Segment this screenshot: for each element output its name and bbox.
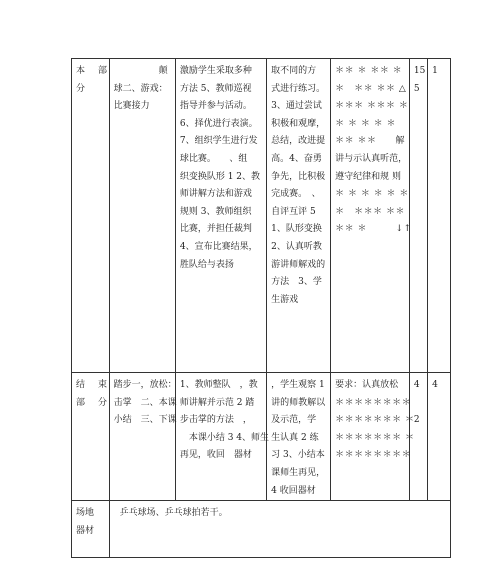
content-cell — [109, 373, 175, 501]
requirement-line: ＊ ＊＊＊ ＊＊ — [335, 206, 405, 217]
teacher-line: 步击掌的方法 ， — [179, 415, 252, 426]
content-line: 颠 — [113, 66, 168, 76]
requirement-line: ＊＊＊ ＊＊＊ ＊ — [335, 101, 409, 112]
content-line: 比赛接力 — [113, 101, 150, 112]
requirement-line: ＊＊＊＊＊＊＊ ＊ — [335, 415, 415, 426]
time-value: 2 — [413, 415, 420, 426]
student-line: 1、队形变换 — [271, 224, 322, 235]
requirement-line: ＊＊＊＊＊＊＊＊ — [335, 397, 412, 408]
count-cell — [428, 59, 451, 373]
teacher-line: 指导并参与活动。 — [179, 101, 252, 112]
student-line: 式进行练习。 — [271, 83, 326, 94]
teacher-line: 师讲解方法和游戏 — [179, 189, 252, 200]
teacher-line: 激励学生采取多种 — [179, 66, 252, 76]
student-line: 习 3、小结本 — [271, 450, 325, 461]
teacher-line: 再见，收回 器材 — [179, 450, 252, 461]
time-cell — [409, 59, 427, 373]
venue-label: 器材 — [76, 525, 95, 536]
requirement-line: ＊＊＊＊＊＊＊ ＊ — [335, 432, 415, 443]
venue-label: 场地 — [76, 508, 95, 519]
content-line: 击掌 二、本课 — [113, 397, 177, 408]
teacher-line: 比赛，并担任裁判 — [179, 224, 252, 235]
student-line: 游讲师解戏的 — [271, 259, 326, 270]
requirement-cell — [331, 373, 415, 501]
time-value: 15 — [413, 66, 426, 76]
teacher-line: 球比赛。 、组 — [179, 153, 248, 164]
requirement-line: ＊ ＊ ＊ ＊ ＊ ＊ — [335, 189, 409, 200]
requirement-line: ＊＊ ＊＊ 解 — [335, 136, 405, 147]
table-row — [72, 501, 451, 558]
teacher-line: 本课小结 3 4、师生 — [179, 432, 270, 443]
teacher-line: 胜队给与表扬 — [179, 259, 234, 270]
table-row — [72, 373, 451, 501]
venue-label-cell — [72, 501, 110, 558]
requirement-cell — [331, 59, 410, 373]
time-value: 5 — [413, 83, 420, 94]
requirement-line: ＊＊ ＊ ↓↑ — [335, 224, 412, 235]
student-line: 高。4、奋勇 — [271, 153, 322, 164]
content-line: 小结 三、下课 — [113, 415, 177, 426]
teacher-line: 织变换队形 1 2、教 — [179, 171, 261, 182]
requirement-line: ＊＊ ＊ ＊＊ ＊ — [335, 66, 403, 76]
student-line: 2、认真听教 — [271, 241, 322, 252]
student-line: 自评互评 5 — [271, 206, 316, 217]
requirement-line: 遵守纪律和规 则 — [335, 171, 401, 182]
requirement-line: 要求：认真放松 — [335, 380, 399, 390]
requirement-line: ＊ ＊ ＊ ＊ ＊ — [335, 118, 397, 129]
student-line: 4 收回器材 — [271, 485, 316, 496]
student-line: 生游戏 — [271, 294, 299, 305]
time-value: 4 — [413, 380, 420, 390]
content-line: 球二、游戏： — [113, 83, 168, 94]
student-line: ，学生观察 1 — [271, 380, 325, 390]
student-line: 讲的师教解以 — [271, 397, 326, 408]
table-row — [72, 59, 451, 373]
teacher-line: 4、宣布比赛结果， — [179, 241, 258, 252]
student-line: 及示范，学 — [271, 415, 317, 426]
part-label: 结 束 — [76, 380, 110, 390]
student-activity-cell — [267, 373, 331, 501]
count-value: 1 — [432, 66, 438, 76]
teacher-line: 规则 3、教师组织 — [179, 206, 252, 217]
teacher-activity-cell — [175, 59, 266, 373]
student-line: 生认真 2 练 — [271, 432, 319, 443]
student-line: 总结，改进提 — [271, 136, 326, 147]
requirement-line: 讲与示认真听范， — [335, 153, 408, 164]
student-activity-cell — [267, 59, 331, 373]
content-line: 踏步一，放松： — [113, 380, 177, 390]
content-cell — [109, 59, 175, 373]
part-cell — [72, 373, 110, 501]
part-label: 部 分 — [76, 397, 110, 408]
student-line: 3、通过尝试 — [271, 101, 322, 112]
student-line: 取不同的方 — [271, 66, 317, 76]
count-value: 4 — [432, 380, 438, 390]
venue-value-cell — [109, 501, 450, 558]
part-cell — [72, 59, 110, 373]
student-line: 完成赛。 、 — [271, 189, 321, 200]
teacher-line: 6、择优进行表演。 — [179, 118, 258, 129]
teacher-line: 师讲解并示范 2 踏 — [179, 397, 255, 408]
student-line: 课师生再见， — [271, 467, 326, 478]
student-line: 方法 3、学 — [271, 277, 322, 288]
time-value — [414, 395, 423, 413]
teacher-line: 7、组织学生进行发 — [179, 136, 258, 147]
part-label: 分 — [76, 83, 86, 94]
lesson-plan-table — [71, 58, 451, 558]
venue-value: 乒乓球场、乒乓球拍若干。 — [119, 508, 228, 519]
requirement-line: ＊ ＊＊ ＊＊ △ — [335, 83, 407, 94]
requirement-line: ＊＊＊＊＊＊＊＊ — [335, 450, 412, 461]
student-line: 积极和观摩， — [271, 118, 326, 129]
teacher-line: 方法 5、教师巡视 — [179, 83, 252, 94]
teacher-activity-cell — [175, 373, 270, 501]
teacher-line: 1、教师整队 ，教 — [179, 380, 258, 390]
part-label: 本 部 — [76, 66, 110, 76]
student-line: 争先，比积极 — [271, 171, 326, 182]
count-cell — [428, 373, 451, 501]
